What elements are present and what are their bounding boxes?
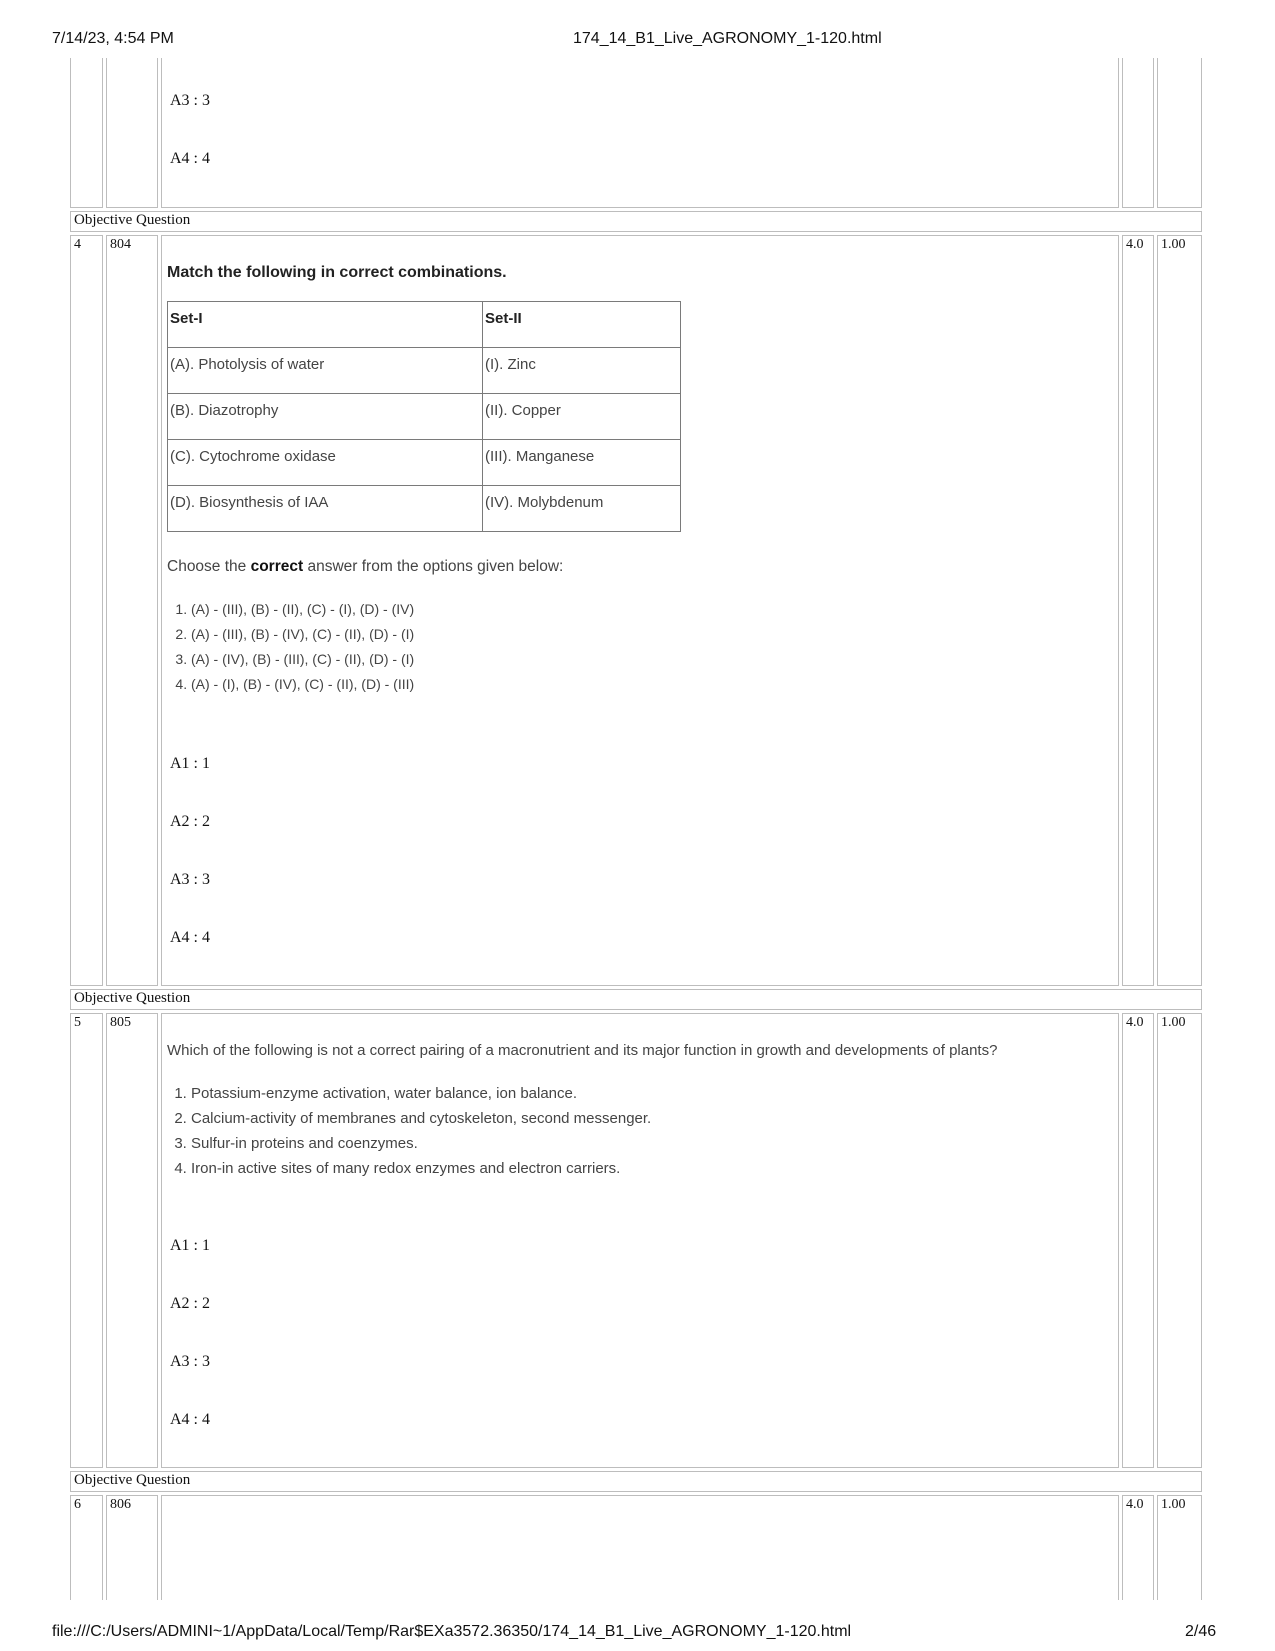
- match-table-row: [168, 440, 681, 486]
- options-list: [167, 1081, 651, 1181]
- prev-sno-cell: [70, 58, 103, 208]
- question-id: 804: [110, 237, 131, 252]
- match-cell-set-2: (II). Copper: [483, 394, 681, 440]
- qid-cell: [106, 1013, 158, 1468]
- question-id: 806: [110, 1497, 131, 1512]
- print-page-number: 2/46: [1185, 1623, 1217, 1640]
- prev-marks-cell: [1122, 58, 1154, 208]
- answer-option: A4 : 4: [170, 1411, 210, 1428]
- answer-option: A3 : 3: [170, 1353, 210, 1370]
- question-type-label: Objective Question: [74, 212, 191, 228]
- question-type-bar: [70, 211, 1202, 232]
- question-type-bar: [70, 1471, 1202, 1492]
- match-table: [167, 301, 681, 532]
- prev-negative-cell: [1157, 58, 1202, 208]
- match-cell-set-2: (I). Zinc: [483, 348, 681, 394]
- answer-option: A1 : 1: [170, 755, 210, 772]
- negative-marks-cell: [1157, 235, 1202, 986]
- print-file-path: file:///C:/Users/ADMINI~1/AppData/Local/Temp/Rar$EXa3572.36350/174_14_B1_Live_AGRONOMY_1-120.html: [52, 1623, 852, 1640]
- match-cell-set-2: (IV). Molybdenum: [483, 486, 681, 532]
- qid-cell: [106, 235, 158, 986]
- match-table-row: [168, 348, 681, 394]
- negative-marks-value: 1.00: [1161, 1497, 1186, 1512]
- marks-value: 4.0: [1126, 1497, 1144, 1512]
- question-type-label: Objective Question: [74, 990, 191, 1006]
- print-title: 174_14_B1_Live_AGRONOMY_1-120.html: [573, 30, 882, 47]
- answer-option: A3 : 3: [170, 92, 210, 109]
- negative-marks-value: 1.00: [1161, 1015, 1186, 1030]
- sno-cell: [70, 235, 103, 986]
- option-item: 4. (A) - (I), (B) - (IV), (C) - (II), (D) - (III): [191, 672, 414, 697]
- marks-value: 4.0: [1126, 237, 1144, 252]
- option-item: 3. (A) - (IV), (B) - (III), (C) - (II), (D) - (I): [191, 647, 414, 672]
- match-cell-set-1: (A). Photolysis of water: [168, 348, 483, 394]
- option-item: 4. Iron-in active sites of many redox enzymes and electron carriers.: [191, 1156, 651, 1181]
- question-cell: [161, 1495, 1119, 1600]
- marks-cell: [1122, 1013, 1154, 1468]
- instruction-post: answer from the options given below:: [303, 558, 564, 575]
- negative-marks-value: 1.00: [1161, 237, 1186, 252]
- question-number: 6: [74, 1497, 81, 1512]
- answer-option: A4 : 4: [170, 929, 210, 946]
- answer-option: A2 : 2: [170, 813, 210, 830]
- match-table-row: [168, 394, 681, 440]
- marks-cell: [1122, 235, 1154, 986]
- answer-option: A1 : 1: [170, 1237, 210, 1254]
- prev-question-cell: [161, 58, 1119, 208]
- question-number: 4: [74, 237, 81, 252]
- match-cell-set-1: (B). Diazotrophy: [168, 394, 483, 440]
- question-text: Which of the following is not a correct pairing of a macronutrient and its major function in growth and developments of plants?: [167, 1042, 998, 1059]
- answer-option: A4 : 4: [170, 150, 210, 167]
- answer-option: A3 : 3: [170, 871, 210, 888]
- question-title: Match the following in correct combinations.: [167, 264, 507, 281]
- match-header-set-2: Set-II: [483, 302, 681, 348]
- match-cell-set-2: (III). Manganese: [483, 440, 681, 486]
- option-item: 1. (A) - (III), (B) - (II), (C) - (I), (D) - (IV): [191, 597, 414, 622]
- answer-option: A2 : 2: [170, 1295, 210, 1312]
- instruction-pre: Choose the: [167, 558, 251, 575]
- prev-qid-cell: [106, 58, 158, 208]
- marks-value: 4.0: [1126, 1015, 1144, 1030]
- match-cell-set-1: (C). Cytochrome oxidase: [168, 440, 483, 486]
- print-datetime: 7/14/23, 4:54 PM: [52, 30, 174, 47]
- options-list: [167, 597, 414, 697]
- question-type-label: Objective Question: [74, 1472, 191, 1488]
- option-item: 1. Potassium-enzyme activation, water balance, ion balance.: [191, 1081, 651, 1106]
- option-item: 2. Calcium-activity of membranes and cytoskeleton, second messenger.: [191, 1106, 651, 1131]
- question-id: 805: [110, 1015, 131, 1030]
- match-cell-set-1: (D). Biosynthesis of IAA: [168, 486, 483, 532]
- negative-marks-cell: [1157, 1013, 1202, 1468]
- instruction-emphasis: correct: [250, 558, 304, 575]
- option-item: 2. (A) - (III), (B) - (IV), (C) - (II), (D) - (I): [191, 622, 414, 647]
- question-instruction: [167, 558, 563, 576]
- match-table-header: [168, 302, 681, 348]
- sno-cell: [70, 1013, 103, 1468]
- match-table-row: [168, 486, 681, 532]
- match-header-set-1: Set-I: [168, 302, 483, 348]
- question-type-bar: [70, 989, 1202, 1010]
- option-item: 3. Sulfur-in proteins and coenzymes.: [191, 1131, 651, 1156]
- question-number: 5: [74, 1015, 81, 1030]
